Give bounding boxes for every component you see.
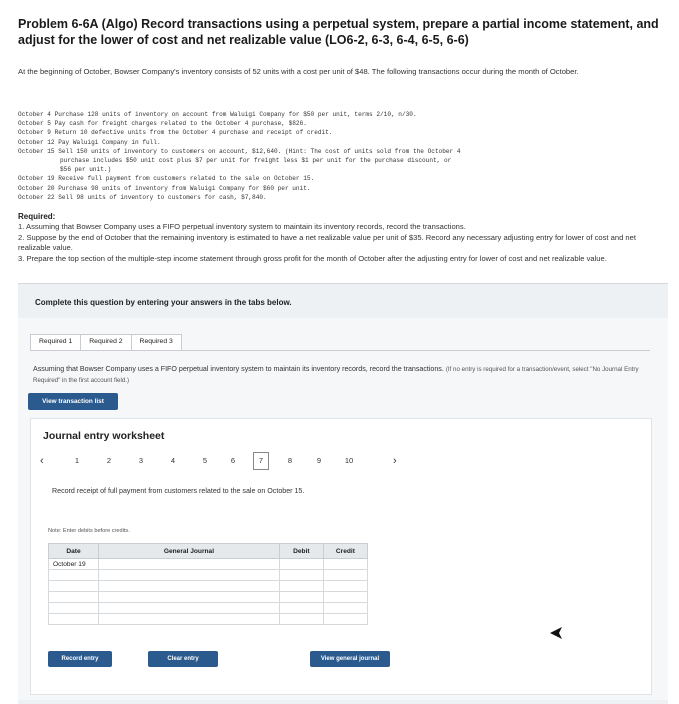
credit-cell[interactable]: [323, 559, 367, 570]
account-cell[interactable]: [99, 614, 280, 625]
assume-note: (If no entry is required for a transaction/event, select "No Journal Entry Required" in the first account field.): [33, 366, 639, 384]
transaction-line: $56 per unit.): [60, 166, 112, 174]
transaction-line: October 9 Return 10 defective units from the October 4 purchase and receipt of credit.: [18, 129, 333, 137]
intro-text: At the beginning of October, Bowser Company's inventory consists of 52 units with a cost per unit of $48. The following transactions occur during the month of October.: [18, 67, 579, 76]
col-credit: Credit: [323, 544, 367, 559]
transaction-line: October 4 Purchase 128 units of inventory on account from Waluigi Company for $50 per unit, terms 2/10, n/30.: [18, 111, 417, 118]
worksheet-pager: [40, 452, 440, 470]
transaction-line: purchase includes $50 unit cost plus $7 per unit for freight less $1 per unit for the purchase discount, or: [60, 157, 452, 165]
page-6[interactable]: 6: [230, 456, 236, 465]
tab-required-1[interactable]: Required 1: [30, 334, 81, 350]
tab-divider: [30, 350, 650, 351]
chevron-left-icon[interactable]: ‹: [40, 455, 44, 467]
record-entry-button[interactable]: Record entry: [48, 651, 112, 667]
assume-instruction: Assuming that Bowser Company uses a FIFO perpetual inventory system to maintain its inventory records, record the transactions.: [33, 365, 444, 373]
transaction-line: October 22 Sell 98 units of inventory to customers for cash, $7,840.: [18, 193, 267, 201]
debit-cell[interactable]: [279, 570, 323, 581]
page-8[interactable]: 8: [287, 456, 293, 465]
clear-entry-button[interactable]: Clear entry: [148, 651, 218, 667]
page-9[interactable]: 9: [316, 456, 322, 465]
date-cell[interactable]: [49, 603, 99, 614]
required-list: [18, 222, 668, 264]
required-heading: Required:: [18, 212, 56, 221]
debit-cell[interactable]: [279, 592, 323, 603]
panel-heading: Complete this question by entering your answers in the tabs below.: [35, 298, 292, 307]
page-7-current[interactable]: 7: [253, 452, 269, 470]
account-cell[interactable]: [99, 603, 280, 614]
table-row: [49, 614, 368, 625]
table-row: [49, 559, 368, 570]
debit-credit-note: Note: Enter debits before credits.: [48, 528, 130, 534]
debit-cell[interactable]: [279, 603, 323, 614]
table-row: [49, 603, 368, 614]
table-row: [49, 592, 368, 603]
transaction-line: October 19 Receive full payment from customers related to the sale on October 15.: [18, 175, 315, 183]
col-date: Date: [49, 544, 99, 559]
transaction-line: October 20 Purchase 98 units of inventory from Waluigi Company for $60 per unit.: [18, 184, 311, 192]
account-cell[interactable]: [99, 559, 280, 570]
assume-text: [33, 364, 653, 386]
page-4[interactable]: 4: [170, 456, 176, 465]
page-1[interactable]: 1: [74, 456, 80, 465]
debit-cell[interactable]: [279, 559, 323, 570]
credit-cell[interactable]: [323, 592, 367, 603]
credit-cell[interactable]: [323, 614, 367, 625]
page-2[interactable]: 2: [106, 456, 112, 465]
entry-prompt: Record receipt of full payment from customers related to the sale on October 15.: [52, 487, 305, 495]
date-cell[interactable]: [49, 570, 99, 581]
page-10[interactable]: 10: [344, 456, 354, 465]
col-debit: Debit: [279, 544, 323, 559]
table-row: [49, 581, 368, 592]
credit-cell[interactable]: [323, 603, 367, 614]
transaction-line: October 15 Sell 150 units of inventory to customers on account, $12,640. (Hint: The cost of units sold from the October 4: [18, 147, 461, 155]
credit-cell[interactable]: [323, 581, 367, 592]
account-cell[interactable]: [99, 592, 280, 603]
required-item: 2. Suppose by the end of October that the remaining inventory is estimated to have a net realizable value per unit of $35. Record any necessary adjusting entry for lower of cost and net realizable value.: [18, 232, 636, 253]
mouse-cursor-icon: [548, 624, 568, 642]
date-cell[interactable]: [49, 592, 99, 603]
view-transaction-list-button[interactable]: View transaction list: [28, 393, 118, 410]
tab-required-2[interactable]: Required 2: [80, 334, 131, 350]
date-cell[interactable]: [49, 614, 99, 625]
table-row: [49, 570, 368, 581]
account-cell[interactable]: [99, 581, 280, 592]
date-cell[interactable]: [49, 581, 99, 592]
view-general-journal-button[interactable]: View general journal: [310, 651, 390, 667]
credit-cell[interactable]: [323, 570, 367, 581]
required-item: 3. Prepare the top section of the multiple-step income statement through gross profit for the month of October after the adjusting entry for lower of cost and net realizable value.: [18, 253, 607, 263]
debit-cell[interactable]: [279, 581, 323, 592]
transaction-line: October 12 Pay Waluigi Company in full.: [18, 138, 161, 146]
transactions-list: [18, 110, 673, 202]
date-cell[interactable]: October 19: [49, 559, 99, 570]
problem-title: Problem 6-6A (Algo) Record transactions using a perpetual system, prepare a partial income statement, and adjust for the lower of cost and net realizable value (LO6-2, 6-3, 6-4, 6-5, 6-6): [18, 17, 659, 47]
table-header-row: [49, 544, 368, 559]
chevron-right-icon[interactable]: ›: [393, 455, 397, 467]
transaction-line: October 5 Pay cash for freight charges related to the October 4 purchase, $826.: [18, 120, 307, 128]
page-5[interactable]: 5: [202, 456, 208, 465]
col-general-journal: General Journal: [99, 544, 280, 559]
required-item: 1. Assuming that Bowser Company uses a FIFO perpetual inventory system to maintain its inventory records, record the transactions.: [18, 222, 466, 231]
account-cell[interactable]: [99, 570, 280, 581]
journal-table: [48, 543, 368, 625]
debit-cell[interactable]: [279, 614, 323, 625]
worksheet-title: Journal entry worksheet: [43, 430, 165, 442]
tab-required-3[interactable]: Required 3: [131, 334, 182, 350]
page-3[interactable]: 3: [138, 456, 144, 465]
required-tabs: [30, 334, 181, 350]
